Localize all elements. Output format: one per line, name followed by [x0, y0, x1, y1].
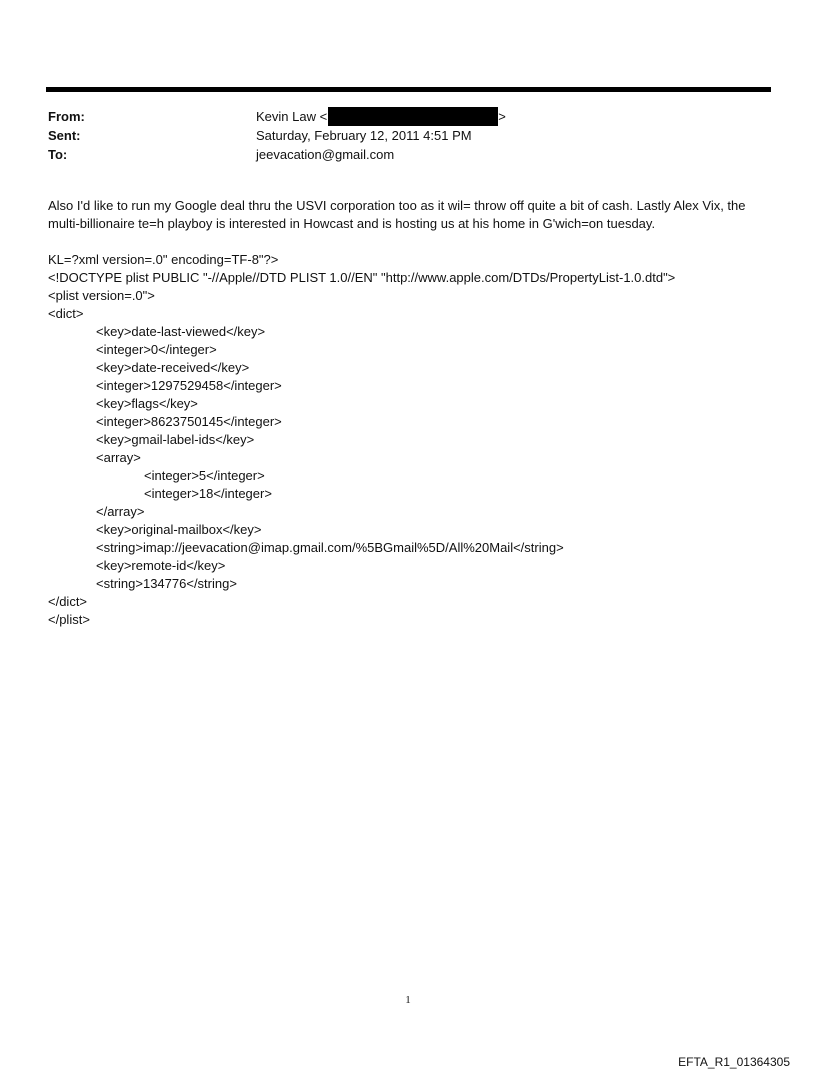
plist-line: <integer>0</integer>	[96, 342, 217, 357]
sent-label: Sent:	[48, 128, 81, 143]
plist-line: <array>	[96, 450, 141, 465]
plist-line: <integer>8623750145</integer>	[96, 414, 282, 429]
plist-line: <key>flags</key>	[96, 396, 198, 411]
plist-line: <string>134776</string>	[96, 576, 237, 591]
plist-line: <!DOCTYPE plist PUBLIC "-//Apple//DTD PLIST 1.0//EN" "http://www.apple.com/DTDs/PropertyList-1.0.dtd">	[48, 270, 676, 285]
from-label: From:	[48, 109, 85, 124]
to-value: jeevacation@gmail.com	[256, 147, 395, 162]
plist-line: <key>gmail-label-ids</key>	[96, 432, 255, 447]
plist-line: </array>	[96, 504, 145, 519]
redaction-box	[328, 107, 498, 126]
from-row	[48, 107, 768, 126]
from-value	[256, 107, 506, 126]
plist-line: <key>date-received</key>	[96, 360, 250, 375]
plist-line: </plist>	[48, 612, 90, 627]
plist-line: <string>imap://jeevacation@imap.gmail.com/%5BGmail%5D/All%20Mail</string>	[96, 540, 564, 555]
email-body-paragraph: Also I'd like to run my Google deal thru the USVI corporation too as it wil= throw off quite a bit of cash. Lastly Alex Vix, the multi-billionaire te=h playboy is interested in Howcast and is hosting us at his home in G'wich=on tuesday.	[48, 198, 746, 231]
plist-line: KL=?xml version=.0" encoding=TF-8"?>	[48, 252, 279, 267]
to-row	[48, 145, 768, 164]
plist-line: </dict>	[48, 594, 88, 609]
bates-number: EFTA_R1_01364305	[678, 1055, 790, 1069]
from-name: Kevin Law <	[256, 109, 328, 124]
plist-line: <integer>5</integer>	[144, 468, 265, 483]
sent-row	[48, 126, 768, 145]
email-header	[48, 107, 768, 164]
plist-line: <key>original-mailbox</key>	[96, 522, 262, 537]
header-rule	[46, 87, 771, 92]
plist-line: <plist version=.0">	[48, 288, 155, 303]
plist-line: <key>date-last-viewed</key>	[96, 324, 266, 339]
sent-value: Saturday, February 12, 2011 4:51 PM	[256, 128, 472, 143]
to-label: To:	[48, 147, 68, 162]
from-tail: >	[498, 109, 506, 124]
plist-line: <integer>1297529458</integer>	[96, 378, 282, 393]
plist-line: <key>remote-id</key>	[96, 558, 226, 573]
page-number: 1	[405, 994, 411, 1006]
plist-line: <dict>	[48, 306, 84, 321]
plist-line: <integer>18</integer>	[144, 486, 272, 501]
plist-block	[48, 251, 778, 629]
